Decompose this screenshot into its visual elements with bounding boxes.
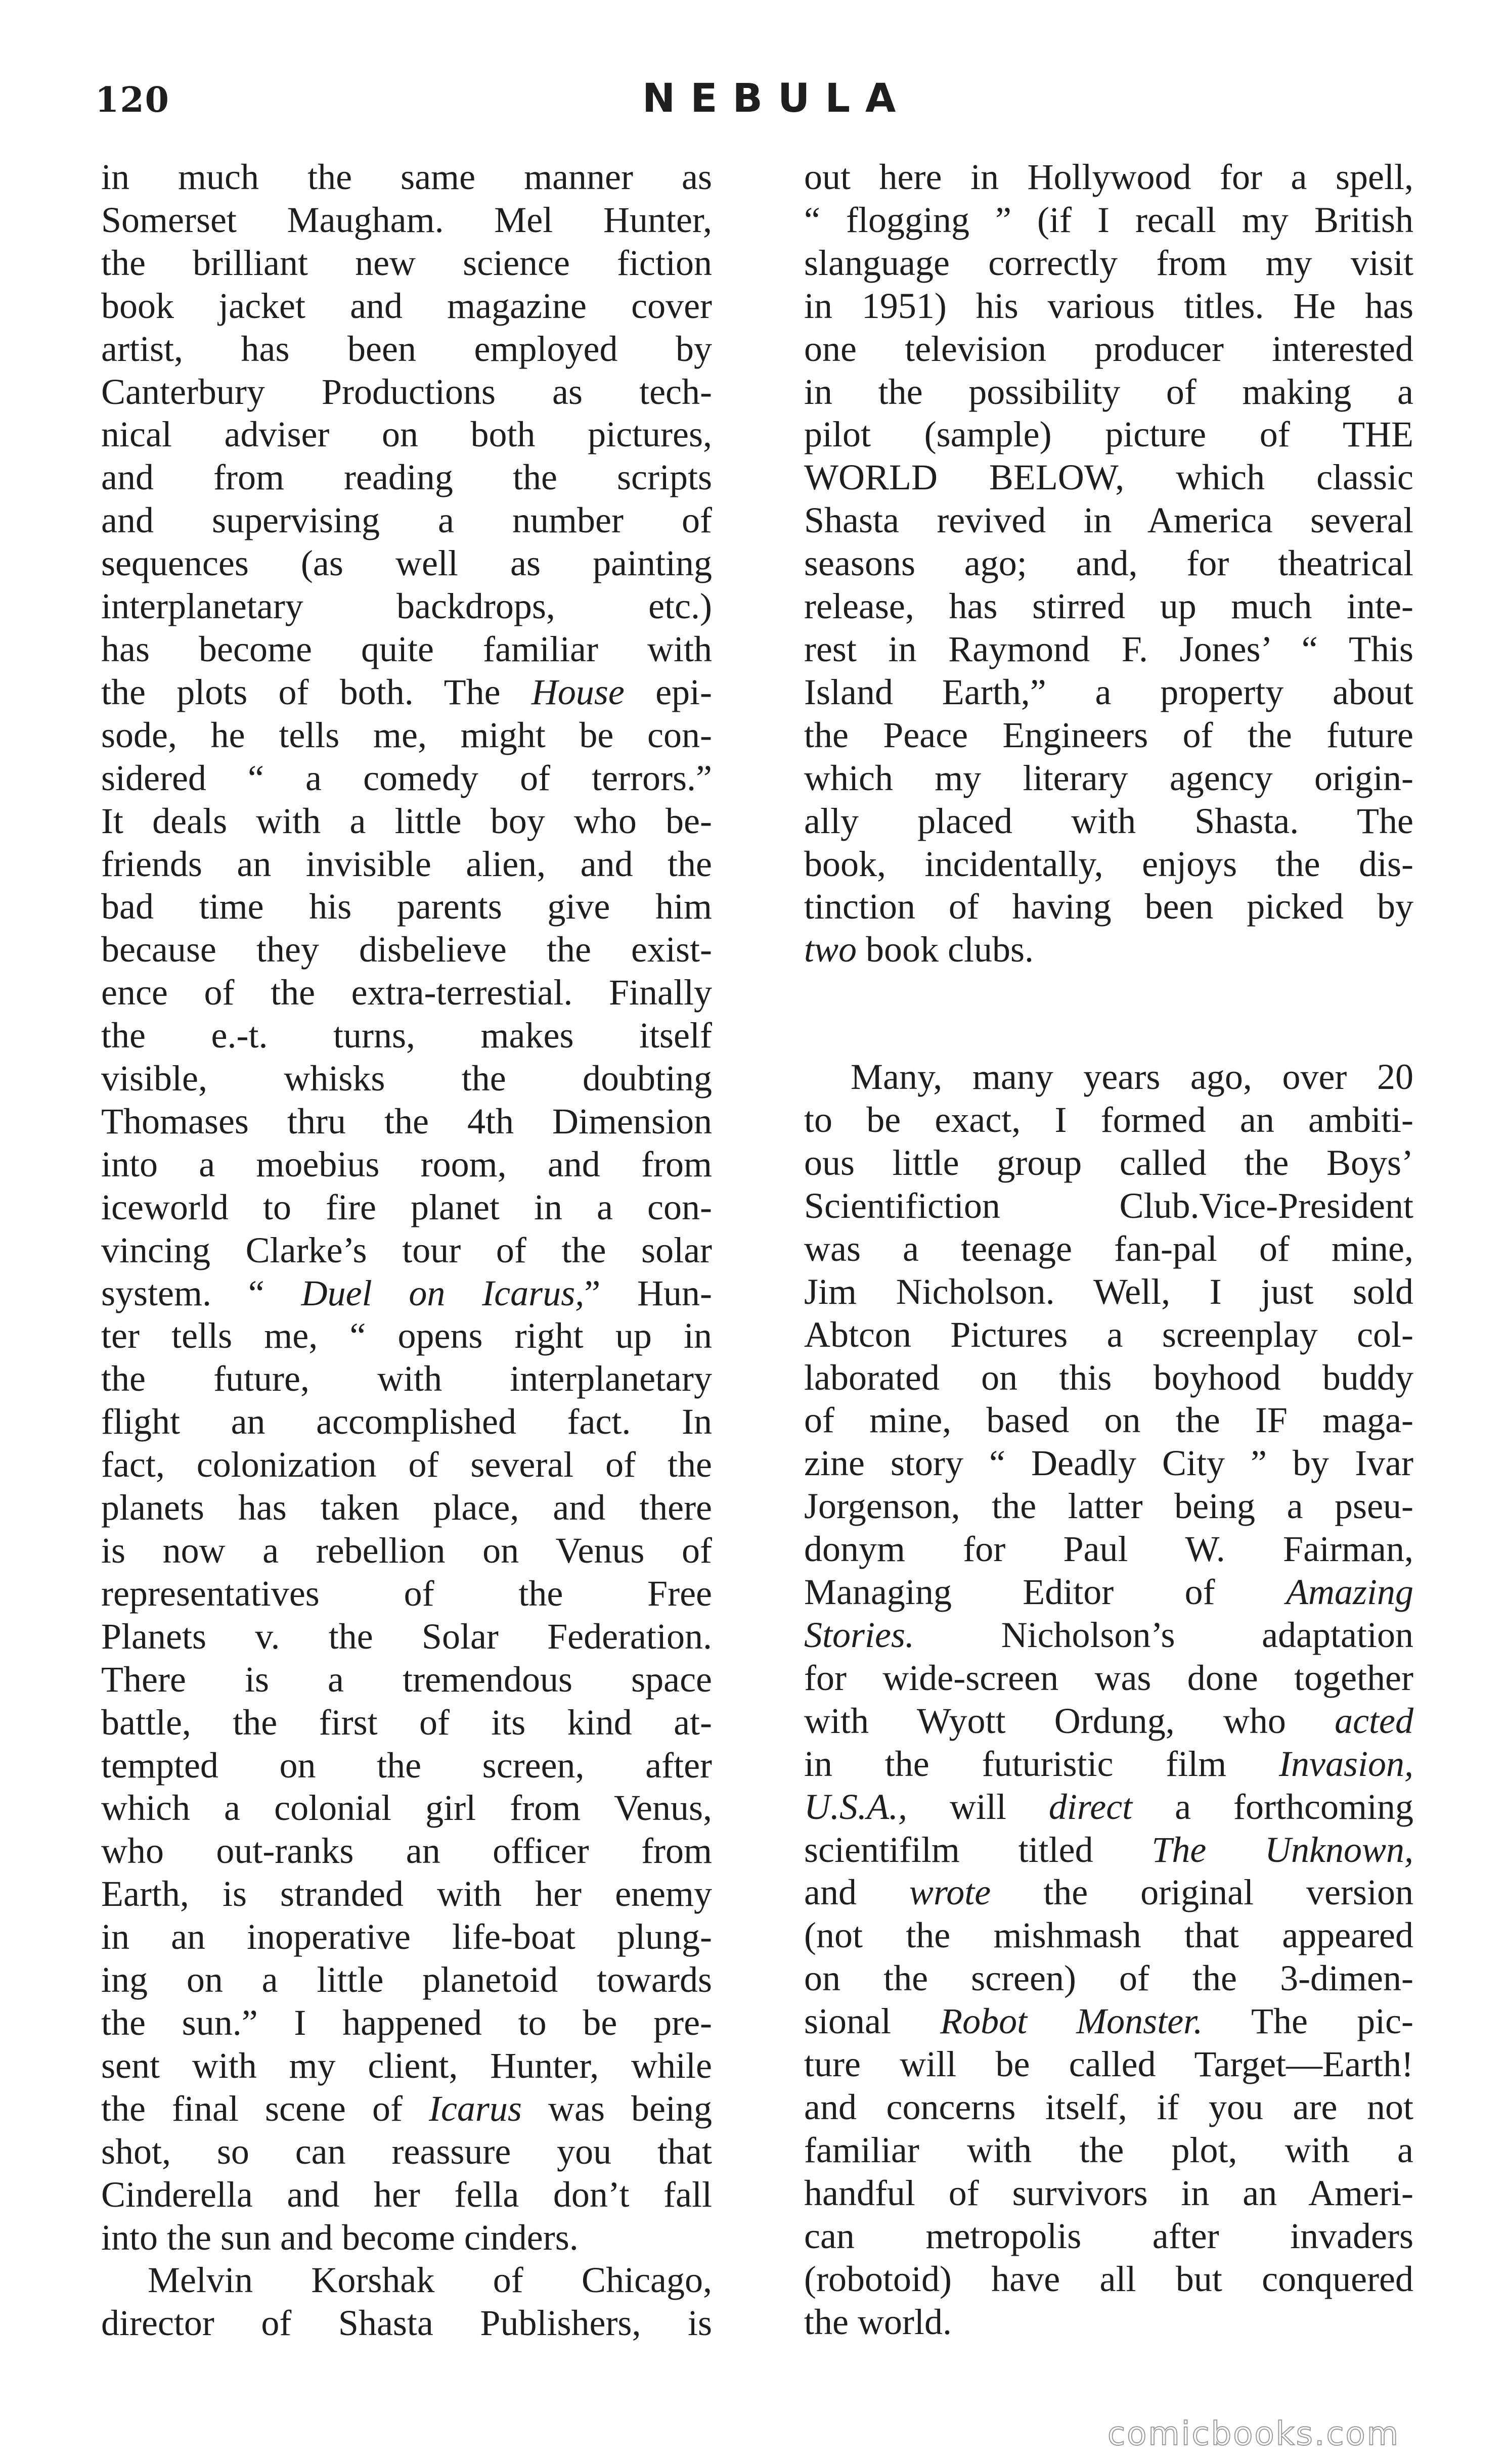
text-line: sequences (as well as painting [101,543,712,584]
text-line: slanguage correctly from my visit [804,242,1413,283]
left-paragraph-2 [101,2259,712,2345]
text-line: in the futuristic film Invasion, [804,1743,1413,1784]
text-line: flight an accomplished fact. In [101,1401,712,1442]
text-line: U.S.A., will direct a forthcoming [804,1786,1413,1827]
text-line: shot, so can reassure you that [101,2131,712,2172]
text-line: is now a rebellion on Venus of [101,1530,712,1571]
text-line: Melvin Korshak of Chicago, [148,2260,712,2301]
text-line: and concerns itself, if you are not [804,2086,1413,2127]
text-line: iceworld to fire planet in a con- [101,1187,712,1227]
right-column [804,156,1413,2343]
text-line: Somerset Maugham. Mel Hunter, [101,199,712,240]
text-line: friends an invisible alien, and the [101,843,712,884]
text-line: handful of survivors in an Ameri- [804,2172,1413,2213]
right-paragraph-2 [804,1056,1413,2343]
text-line: was a teenage fan-pal of mine, [804,1228,1413,1269]
text-line: into the sun and become cinders. [101,2217,579,2258]
text-line: on the screen) of the 3-dimen- [804,1958,1413,1999]
text-line: Abtcon Pictures a screenplay col- [804,1314,1413,1355]
text-line: one television producer interested [804,328,1413,369]
text-line: for wide-screen was done together [804,1657,1413,1698]
text-line: release, has stirred up much inte- [804,586,1413,627]
text-line: of mine, based on the IF maga- [804,1400,1413,1441]
text-line: It deals with a little boy who be- [101,800,712,841]
watermark: comicbooks.com [1107,2415,1400,2453]
text-line: two book clubs. [804,929,1034,970]
text-line: ing on a little planetoid towards [101,1959,712,2000]
text-line: “ flogging ” (if I recall my British [804,199,1413,240]
text-line: sional Robot Monster. The pic- [804,2001,1414,2042]
text-line: book jacket and magazine cover [101,285,712,326]
text-line: battle, the first of its kind at- [101,1702,712,1743]
text-line: ence of the extra-terrestial. Finally [101,972,712,1013]
text-line: book, incidentally, enjoys the dis- [804,843,1413,884]
text-line: laborated on this boyhood buddy [804,1357,1413,1398]
text-line: tempted on the screen, after [101,1745,712,1786]
text-line: the brilliant new science fiction [101,242,712,283]
text-line: Canterbury Productions as tech- [101,371,712,412]
left-column [101,156,712,2345]
text-line: visible, whisks the doubting [101,1058,712,1099]
text-line: (robotoid) have all but conquered [804,2258,1413,2299]
text-line: system. “ Duel on Icarus,” Hun- [101,1272,712,1313]
text-line: in much the same manner as [101,157,712,197]
text-line: There is a tremendous space [101,1659,712,1700]
text-line: Jim Nicholson. Well, I just sold [804,1271,1413,1312]
text-line: Thomases thru the 4th Dimension [101,1101,712,1142]
text-line: the future, with interplanetary [101,1358,712,1399]
text-line: ter tells me, “ opens right up in [101,1315,712,1356]
text-line: into a moebius room, and from [101,1144,712,1184]
text-line: Planets v. the Solar Federation. [101,1616,712,1657]
text-line: has become quite familiar with [101,628,712,669]
text-line: Stories. Nicholson’s adaptation [804,1615,1413,1655]
text-line: Managing Editor of Amazing [804,1572,1413,1613]
text-line: and from reading the scripts [101,457,712,498]
text-line: vincing Clarke’s tour of the solar [101,1229,712,1270]
text-line: which my literary agency origin- [804,757,1413,798]
text-line: sode, he tells me, might be con- [101,714,712,755]
text-line: because they disbelieve the exist- [101,929,712,970]
text-line: rest in Raymond F. Jones’ “ This [804,628,1413,669]
text-line: Jorgenson, the latter being a pseu- [804,1486,1413,1527]
text-line: fact, colonization of several of the [101,1444,712,1485]
text-line: pilot (sample) picture of THE [804,414,1413,455]
text-line: director of Shasta Publishers, is [101,2303,712,2344]
text-line: the final scene of Icarus was being [101,2088,712,2129]
text-line: the Peace Engineers of the future [804,714,1413,755]
text-line: (not the mishmash that appeared [804,1915,1413,1956]
text-line: the plots of both. The House epi- [101,671,713,712]
text-line: ture will be called Target—Earth! [804,2044,1413,2085]
text-line: can metropolis after invaders [804,2215,1413,2256]
text-line: ous little group called the Boys’ [804,1143,1413,1183]
text-line: to be exact, I formed an ambiti- [804,1100,1413,1140]
text-line: Many, many years ago, over 20 [851,1057,1413,1098]
text-line: which a colonial girl from Venus, [101,1788,712,1829]
text-line: interplanetary backdrops, etc.) [101,586,712,627]
text-line: planets has taken place, and there [101,1487,712,1528]
text-line: familiar with the plot, with a [804,2129,1413,2170]
text-line: Earth, is stranded with her enemy [101,1874,712,1914]
text-line: nical adviser on both pictures, [101,414,712,455]
text-line: out here in Hollywood for a spell, [804,157,1413,197]
text-line: and wrote the original version [804,1872,1413,1913]
text-line: bad time his parents give him [101,886,712,927]
text-line: Cinderella and her fella don’t fall [101,2174,712,2215]
text-line: the e.-t. turns, makes itself [101,1015,712,1056]
text-line: seasons ago; and, for theatrical [804,543,1413,584]
text-line: tinction of having been picked by [804,886,1413,927]
text-line: sent with my client, Hunter, while [101,2045,712,2086]
left-paragraph-1 [101,156,712,2259]
text-line: who out-ranks an officer from [101,1831,712,1872]
text-line: in the possibility of making a [804,371,1413,412]
right-paragraph-1 [804,156,1413,971]
text-line: Shasta revived in America several [804,500,1413,541]
text-line: zine story “ Deadly City ” by Ivar [804,1443,1413,1484]
text-line: with Wyott Ordung, who acted [804,1700,1413,1741]
text-line: Scientifiction Club.Vice-President [804,1185,1413,1226]
page-number: 120 [95,80,170,120]
text-line: the world. [804,2301,952,2342]
text-line: WORLD BELOW, which classic [804,457,1413,498]
text-line: and supervising a number of [101,500,712,541]
text-line: scientifilm titled The Unknown, [804,1829,1413,1870]
running-title: NEBULA [642,76,911,121]
text-line: artist, has been employed by [101,328,712,369]
text-line: in an inoperative life-boat plung- [101,1917,712,1957]
text-line: the sun.” I happened to be pre- [101,2002,712,2043]
text-line: donym for Paul W. Fairman, [804,1529,1413,1570]
text-line: representatives of the Free [101,1573,712,1614]
text-line: Island Earth,” a property about [804,671,1413,712]
text-line: in 1951) his various titles. He has [804,285,1413,326]
text-line: ally placed with Shasta. The [804,800,1413,841]
text-line: sidered “ a comedy of terrors.” [101,757,712,798]
